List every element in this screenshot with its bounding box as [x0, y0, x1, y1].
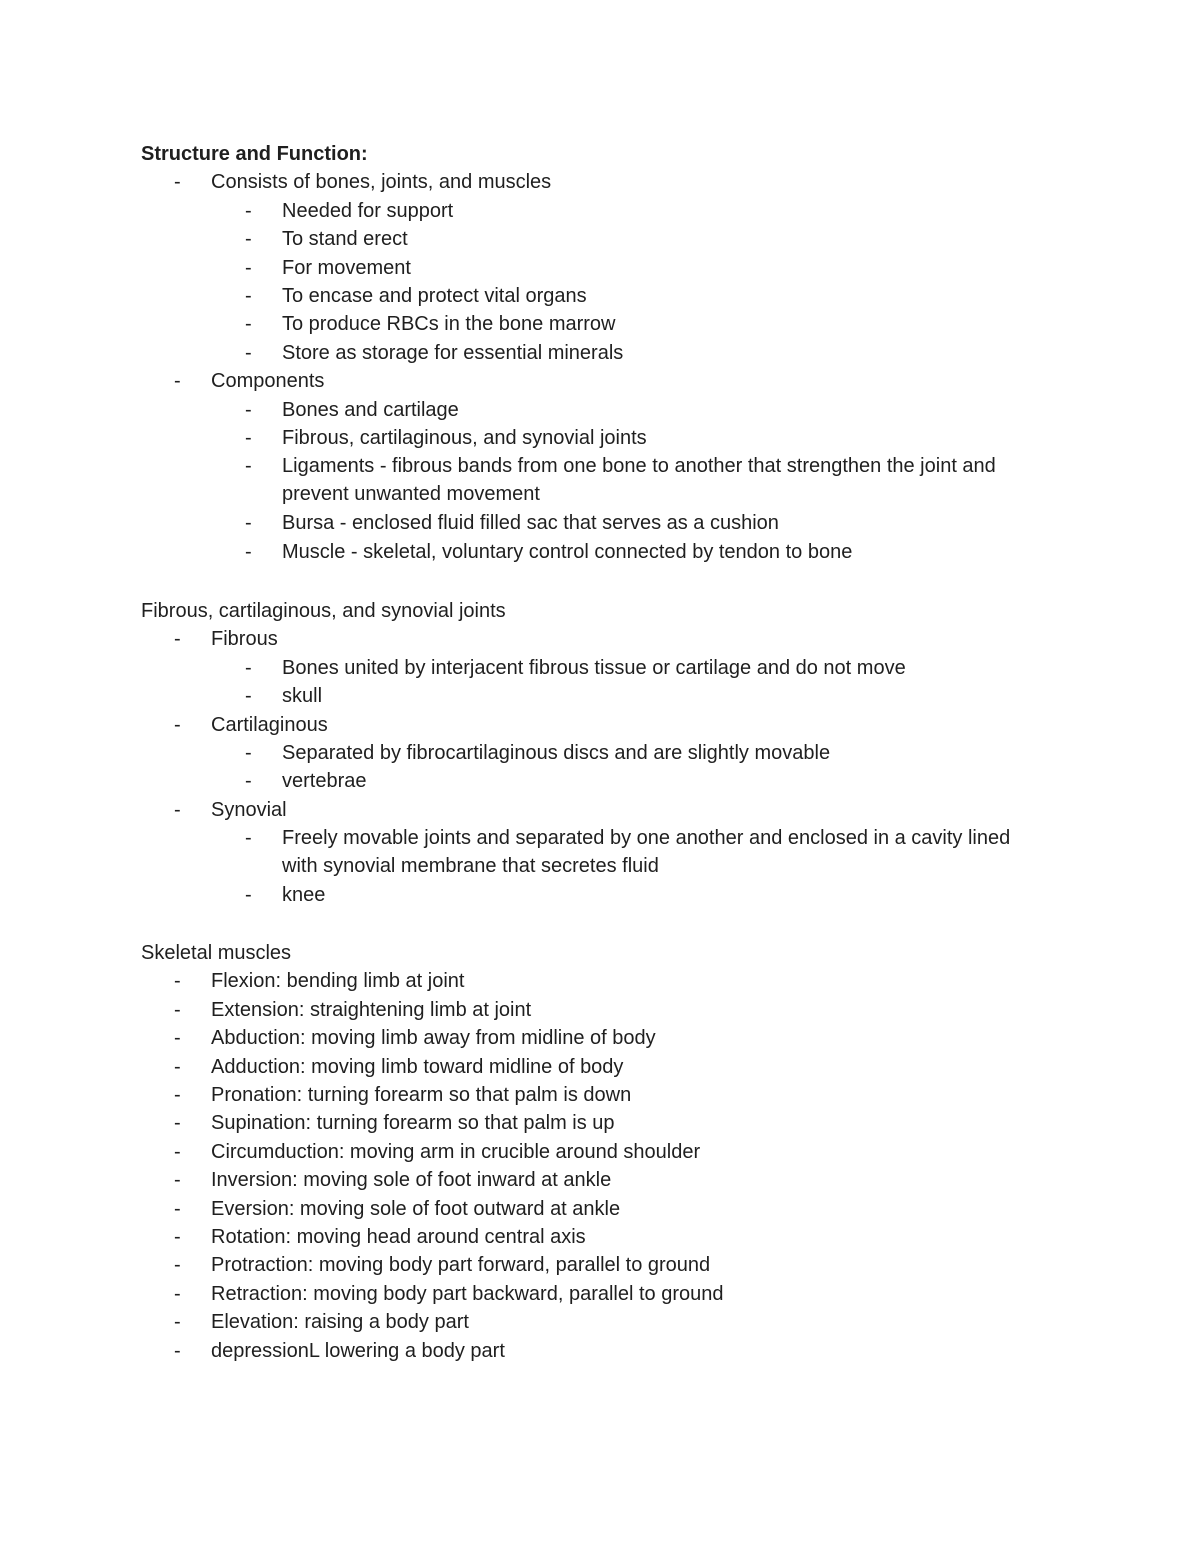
list-item: Adduction: moving limb toward midline of body: [211, 1055, 624, 1078]
list-item: Cartilaginous: [211, 713, 328, 736]
sub-list-item: Bursa - enclosed fluid filled sac that serves as a cushion: [282, 512, 779, 535]
bullet-dash: -: [245, 427, 252, 449]
bullet-dash: -: [174, 1027, 181, 1050]
sub-list-item: Store as storage for essential minerals: [282, 341, 624, 364]
bullet-dash: -: [245, 341, 252, 364]
bullet-dash: -: [174, 628, 181, 651]
sub-list-item: knee: [282, 884, 326, 906]
bullet-dash: -: [245, 256, 252, 279]
bullet-dash: -: [174, 798, 181, 821]
list-item: Inversion: moving sole of foot inward at ankle: [211, 1169, 612, 1192]
bullet-dash: -: [174, 1311, 181, 1334]
bullet-dash: -: [174, 998, 181, 1021]
sub-list-item: Needed for support: [282, 199, 454, 222]
sub-list-item: Fibrous, cartilaginous, and synovial joints: [282, 427, 647, 449]
sub-list-item: Ligaments - fibrous bands from one bone to another that strengthen the joint and prevent unwanted movement: [282, 455, 996, 506]
bullet-dash: -: [174, 713, 181, 736]
bullet-dash: -: [174, 1140, 181, 1163]
list-item: Rotation: moving head around central axis: [211, 1226, 586, 1248]
list-item: Elevation: raising a body part: [211, 1311, 469, 1334]
sub-list-item: Separated by fibrocartilaginous discs and are slightly movable: [282, 742, 831, 764]
bullet-dash: -: [174, 370, 181, 393]
sub-list-item: vertebrae: [282, 770, 367, 793]
bullet-dash: -: [174, 171, 181, 194]
bullet-dash: -: [245, 884, 252, 906]
sub-list-item: To encase and protect vital organs: [282, 285, 587, 307]
bullet-dash: -: [174, 1084, 181, 1106]
list-item: Extension: straightening limb at joint: [211, 998, 532, 1021]
bullet-dash: -: [245, 285, 252, 307]
bullet-dash: -: [174, 1197, 181, 1220]
bullet-dash: -: [245, 656, 252, 679]
sub-list-item: To produce RBCs in the bone marrow: [282, 313, 616, 336]
sub-list-item: Muscle - skeletal, voluntary control connected by tendon to bone: [282, 540, 853, 563]
bullet-dash: -: [174, 1169, 181, 1192]
bullet-dash: -: [174, 1282, 181, 1305]
list-item: Flexion: bending limb at joint: [211, 970, 465, 993]
bullet-dash: -: [245, 540, 252, 563]
bullet-dash: -: [174, 1112, 181, 1135]
list-item: Synovial: [211, 798, 287, 821]
bullet-dash: -: [174, 1254, 181, 1277]
list-item: Abduction: moving limb away from midline of body: [211, 1027, 656, 1050]
list-item: depressionL lowering a body part: [211, 1339, 505, 1362]
bullet-dash: -: [174, 1226, 181, 1248]
list-item: Fibrous: [211, 628, 278, 651]
list-item: Retraction: moving body part backward, parallel to ground: [211, 1282, 724, 1305]
list-item: Components: [211, 370, 325, 393]
list-item: Supination: turning forearm so that palm is up: [211, 1112, 615, 1135]
sub-list-item: Bones united by interjacent fibrous tissue or cartilage and do not move: [282, 656, 906, 679]
section-heading: Structure and Function:: [141, 143, 368, 165]
bullet-dash: -: [245, 770, 252, 793]
sub-list-item: Bones and cartilage: [282, 398, 459, 421]
bullet-dash: -: [245, 228, 252, 251]
bullet-dash: -: [174, 1055, 181, 1078]
bullet-dash: -: [245, 199, 252, 222]
sub-list-item: skull: [282, 685, 323, 708]
list-item: Consists of bones, joints, and muscles: [211, 171, 552, 194]
bullet-dash: -: [174, 1339, 181, 1362]
bullet-dash: -: [174, 970, 181, 993]
bullet-dash: -: [245, 827, 252, 850]
list-item: Pronation: turning forearm so that palm is down: [211, 1084, 632, 1106]
bullet-dash: -: [245, 685, 252, 708]
bullet-dash: -: [245, 455, 252, 478]
section-heading: Skeletal muscles: [141, 942, 292, 964]
sub-list-item: For movement: [282, 256, 411, 279]
sub-list-item: To stand erect: [282, 228, 408, 251]
list-item: Protraction: moving body part forward, parallel to ground: [211, 1254, 711, 1277]
section-heading: Fibrous, cartilaginous, and synovial joints: [141, 600, 506, 622]
list-item: Eversion: moving sole of foot outward at ankle: [211, 1197, 621, 1220]
bullet-dash: -: [245, 313, 252, 336]
bullet-dash: -: [245, 398, 252, 421]
bullet-dash: -: [245, 512, 252, 535]
bullet-dash: -: [245, 742, 252, 764]
list-item: Circumduction: moving arm in crucible around shoulder: [211, 1140, 701, 1163]
sub-list-item: Freely movable joints and separated by one another and enclosed in a cavity lined with synovial membrane that secretes fluid: [282, 827, 1011, 878]
